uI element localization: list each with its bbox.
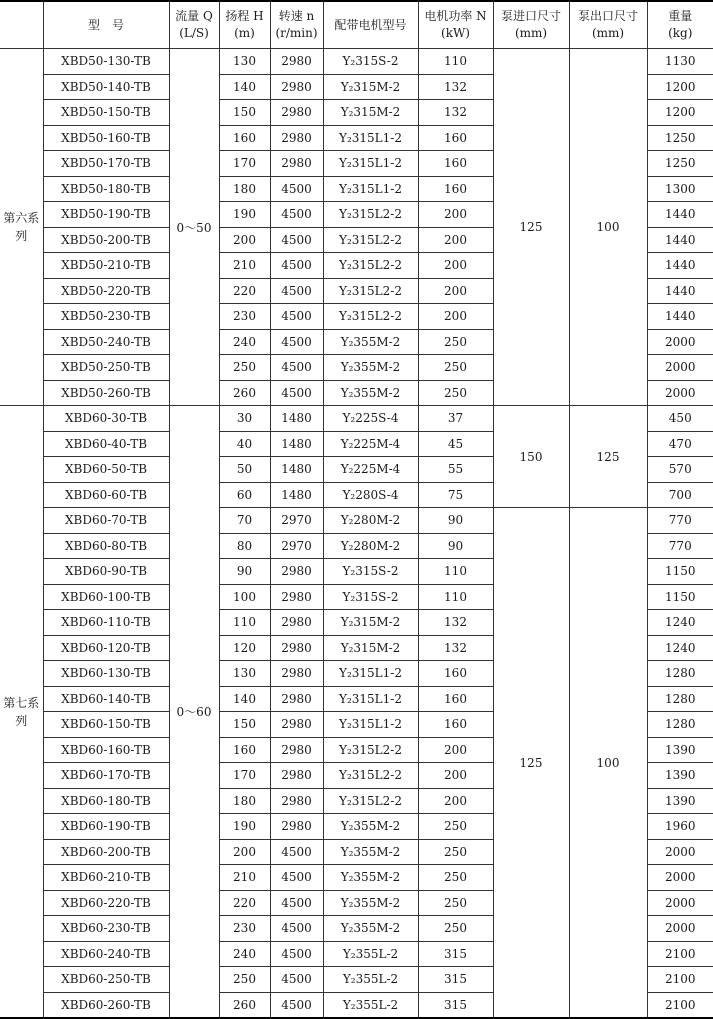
model-cell: XBD50-210-TB — [43, 253, 169, 279]
head-cell: 200 — [219, 839, 270, 865]
model-cell: XBD50-130-TB — [43, 49, 169, 75]
speed-cell: 2980 — [270, 814, 323, 840]
inlet-cell: 125 — [493, 49, 569, 406]
motor-cell: Y₂315L1-2 — [323, 712, 418, 738]
power-cell: 160 — [418, 661, 493, 687]
speed-cell: 2980 — [270, 686, 323, 712]
outlet-cell: 100 — [569, 508, 647, 1019]
weight-cell: 2100 — [647, 992, 713, 1018]
model-cell: XBD50-220-TB — [43, 278, 169, 304]
power-cell: 160 — [418, 686, 493, 712]
speed-cell: 4500 — [270, 865, 323, 891]
weight-cell: 1440 — [647, 278, 713, 304]
power-cell: 37 — [418, 406, 493, 432]
head-cell: 180 — [219, 176, 270, 202]
speed-cell: 1480 — [270, 431, 323, 457]
speed-cell: 4500 — [270, 890, 323, 916]
power-cell: 315 — [418, 967, 493, 993]
power-cell: 250 — [418, 839, 493, 865]
power-cell: 132 — [418, 74, 493, 100]
head-cell: 250 — [219, 967, 270, 993]
model-cell: XBD60-250-TB — [43, 967, 169, 993]
weight-cell: 1300 — [647, 176, 713, 202]
speed-cell: 4500 — [270, 916, 323, 942]
head-cell: 220 — [219, 890, 270, 916]
motor-cell: Y₂315M-2 — [323, 610, 418, 636]
flow-cell: 0～60 — [169, 406, 219, 1019]
motor-cell: Y₂315L2-2 — [323, 304, 418, 330]
table-body — [0, 49, 713, 1019]
model-cell: XBD60-140-TB — [43, 686, 169, 712]
motor-cell: Y₂225S-4 — [323, 406, 418, 432]
table-row — [0, 49, 713, 75]
model-cell: XBD60-60-TB — [43, 482, 169, 508]
speed-cell: 1480 — [270, 457, 323, 483]
speed-cell: 4500 — [270, 304, 323, 330]
weight-cell: 1130 — [647, 49, 713, 75]
speed-cell: 2980 — [270, 610, 323, 636]
model-cell: XBD60-150-TB — [43, 712, 169, 738]
model-cell: XBD50-190-TB — [43, 202, 169, 228]
weight-cell: 1390 — [647, 788, 713, 814]
motor-cell: Y₂355M-2 — [323, 329, 418, 355]
power-cell: 250 — [418, 865, 493, 891]
header-speed: 转速 n (r/min) — [270, 1, 323, 49]
power-cell: 200 — [418, 202, 493, 228]
weight-cell: 2100 — [647, 967, 713, 993]
motor-cell: Y₂355M-2 — [323, 814, 418, 840]
speed-cell: 2980 — [270, 584, 323, 610]
power-cell: 110 — [418, 49, 493, 75]
head-cell: 240 — [219, 329, 270, 355]
weight-cell: 1280 — [647, 712, 713, 738]
model-cell: XBD50-260-TB — [43, 380, 169, 406]
table-row — [0, 508, 713, 534]
speed-cell: 2980 — [270, 100, 323, 126]
power-cell: 90 — [418, 508, 493, 534]
motor-cell: Y₂225M-4 — [323, 457, 418, 483]
head-cell: 150 — [219, 100, 270, 126]
speed-cell: 4500 — [270, 380, 323, 406]
weight-cell: 700 — [647, 482, 713, 508]
head-cell: 130 — [219, 49, 270, 75]
speed-cell: 4500 — [270, 227, 323, 253]
speed-cell: 2980 — [270, 737, 323, 763]
weight-cell: 1280 — [647, 661, 713, 687]
inlet-cell: 125 — [493, 508, 569, 1019]
motor-cell: Y₂355M-2 — [323, 355, 418, 381]
model-cell: XBD50-180-TB — [43, 176, 169, 202]
head-cell: 130 — [219, 661, 270, 687]
power-cell: 200 — [418, 763, 493, 789]
model-cell: XBD50-160-TB — [43, 125, 169, 151]
power-cell: 45 — [418, 431, 493, 457]
power-cell: 200 — [418, 788, 493, 814]
power-cell: 250 — [418, 890, 493, 916]
model-cell: XBD60-130-TB — [43, 661, 169, 687]
speed-cell: 4500 — [270, 355, 323, 381]
speed-cell: 4500 — [270, 176, 323, 202]
weight-cell: 1960 — [647, 814, 713, 840]
head-cell: 250 — [219, 355, 270, 381]
motor-cell: Y₂315L1-2 — [323, 125, 418, 151]
motor-cell: Y₂315L2-2 — [323, 227, 418, 253]
model-cell: XBD60-160-TB — [43, 737, 169, 763]
speed-cell: 2980 — [270, 788, 323, 814]
header-weight: 重量 (kg) — [647, 1, 713, 49]
table-header — [0, 1, 713, 49]
power-cell: 315 — [418, 941, 493, 967]
power-cell: 200 — [418, 304, 493, 330]
model-cell: XBD60-220-TB — [43, 890, 169, 916]
header-head: 扬程 H (m) — [219, 1, 270, 49]
weight-cell: 2000 — [647, 865, 713, 891]
motor-cell: Y₂315L2-2 — [323, 202, 418, 228]
power-cell: 250 — [418, 380, 493, 406]
weight-cell: 1390 — [647, 763, 713, 789]
speed-cell: 4500 — [270, 941, 323, 967]
weight-cell: 1390 — [647, 737, 713, 763]
power-cell: 132 — [418, 100, 493, 126]
model-cell: XBD60-260-TB — [43, 992, 169, 1018]
head-cell: 220 — [219, 278, 270, 304]
speed-cell: 1480 — [270, 482, 323, 508]
motor-cell: Y₂315L2-2 — [323, 278, 418, 304]
motor-cell: Y₂315L2-2 — [323, 737, 418, 763]
motor-cell: Y₂315L1-2 — [323, 151, 418, 177]
motor-cell: Y₂315L2-2 — [323, 788, 418, 814]
motor-cell: Y₂355M-2 — [323, 890, 418, 916]
flow-cell: 0～50 — [169, 49, 219, 406]
speed-cell: 4500 — [270, 202, 323, 228]
power-cell: 250 — [418, 814, 493, 840]
model-cell: XBD50-140-TB — [43, 74, 169, 100]
header-motor: 配带电机型号 — [323, 1, 418, 49]
power-cell: 200 — [418, 278, 493, 304]
head-cell: 150 — [219, 712, 270, 738]
weight-cell: 2000 — [647, 329, 713, 355]
model-cell: XBD50-250-TB — [43, 355, 169, 381]
weight-cell: 570 — [647, 457, 713, 483]
weight-cell: 1240 — [647, 610, 713, 636]
motor-cell: Y₂280M-2 — [323, 508, 418, 534]
head-cell: 170 — [219, 763, 270, 789]
motor-cell: Y₂315S-2 — [323, 49, 418, 75]
model-cell: XBD60-180-TB — [43, 788, 169, 814]
head-cell: 210 — [219, 865, 270, 891]
model-cell: XBD60-50-TB — [43, 457, 169, 483]
speed-cell: 4500 — [270, 839, 323, 865]
weight-cell: 1240 — [647, 635, 713, 661]
speed-cell: 2980 — [270, 125, 323, 151]
head-cell: 180 — [219, 788, 270, 814]
motor-cell: Y₂315L1-2 — [323, 661, 418, 687]
model-cell: XBD60-230-TB — [43, 916, 169, 942]
head-cell: 200 — [219, 227, 270, 253]
motor-cell: Y₂355L-2 — [323, 941, 418, 967]
head-cell: 40 — [219, 431, 270, 457]
head-cell: 60 — [219, 482, 270, 508]
weight-cell: 770 — [647, 508, 713, 534]
head-cell: 80 — [219, 533, 270, 559]
weight-cell: 1200 — [647, 74, 713, 100]
head-cell: 70 — [219, 508, 270, 534]
speed-cell: 2970 — [270, 508, 323, 534]
power-cell: 160 — [418, 125, 493, 151]
power-cell: 132 — [418, 610, 493, 636]
model-cell: XBD60-100-TB — [43, 584, 169, 610]
power-cell: 250 — [418, 916, 493, 942]
model-cell: XBD60-240-TB — [43, 941, 169, 967]
header-inlet: 泵进口尺寸 (mm) — [493, 1, 569, 49]
power-cell: 200 — [418, 253, 493, 279]
motor-cell: Y₂315S-2 — [323, 559, 418, 585]
power-cell: 200 — [418, 227, 493, 253]
head-cell: 260 — [219, 992, 270, 1018]
header-power: 电机功率 N (kW) — [418, 1, 493, 49]
model-cell: XBD60-190-TB — [43, 814, 169, 840]
header-model: 型 号 — [43, 1, 169, 49]
motor-cell: Y₂280M-2 — [323, 533, 418, 559]
speed-cell: 2980 — [270, 661, 323, 687]
speed-cell: 2980 — [270, 151, 323, 177]
power-cell: 160 — [418, 176, 493, 202]
series-name-cell: 第七系列 — [0, 406, 43, 1019]
power-cell: 315 — [418, 992, 493, 1018]
speed-cell: 2980 — [270, 763, 323, 789]
model-cell: XBD60-80-TB — [43, 533, 169, 559]
model-cell: XBD50-170-TB — [43, 151, 169, 177]
weight-cell: 770 — [647, 533, 713, 559]
weight-cell: 2000 — [647, 355, 713, 381]
header-outlet: 泵出口尺寸 (mm) — [569, 1, 647, 49]
model-cell: XBD60-70-TB — [43, 508, 169, 534]
model-cell: XBD60-40-TB — [43, 431, 169, 457]
speed-cell: 4500 — [270, 967, 323, 993]
speed-cell: 2980 — [270, 49, 323, 75]
speed-cell: 4500 — [270, 329, 323, 355]
weight-cell: 1150 — [647, 559, 713, 585]
head-cell: 230 — [219, 916, 270, 942]
weight-cell: 470 — [647, 431, 713, 457]
power-cell: 160 — [418, 712, 493, 738]
weight-cell: 2100 — [647, 941, 713, 967]
weight-cell: 1440 — [647, 253, 713, 279]
head-cell: 190 — [219, 814, 270, 840]
head-cell: 260 — [219, 380, 270, 406]
power-cell: 110 — [418, 559, 493, 585]
motor-cell: Y₂315L2-2 — [323, 763, 418, 789]
motor-cell: Y₂355L-2 — [323, 992, 418, 1018]
weight-cell: 1280 — [647, 686, 713, 712]
head-cell: 120 — [219, 635, 270, 661]
weight-cell: 1440 — [647, 202, 713, 228]
weight-cell: 2000 — [647, 839, 713, 865]
motor-cell: Y₂315M-2 — [323, 74, 418, 100]
model-cell: XBD50-240-TB — [43, 329, 169, 355]
power-cell: 75 — [418, 482, 493, 508]
power-cell: 110 — [418, 584, 493, 610]
speed-cell: 4500 — [270, 992, 323, 1018]
table-row — [0, 406, 713, 432]
header-flow: 流量 Q (L/S) — [169, 1, 219, 49]
weight-cell: 2000 — [647, 916, 713, 942]
speed-cell: 4500 — [270, 253, 323, 279]
inlet-cell: 150 — [493, 406, 569, 508]
head-cell: 210 — [219, 253, 270, 279]
head-cell: 230 — [219, 304, 270, 330]
speed-cell: 2980 — [270, 635, 323, 661]
weight-cell: 1440 — [647, 304, 713, 330]
head-cell: 50 — [219, 457, 270, 483]
motor-cell: Y₂355M-2 — [323, 865, 418, 891]
power-cell: 200 — [418, 737, 493, 763]
speed-cell: 2980 — [270, 74, 323, 100]
motor-cell: Y₂315L2-2 — [323, 253, 418, 279]
power-cell: 160 — [418, 151, 493, 177]
head-cell: 140 — [219, 74, 270, 100]
head-cell: 160 — [219, 125, 270, 151]
speed-cell: 2980 — [270, 559, 323, 585]
weight-cell: 1150 — [647, 584, 713, 610]
model-cell: XBD50-230-TB — [43, 304, 169, 330]
motor-cell: Y₂315S-2 — [323, 584, 418, 610]
model-cell: XBD60-200-TB — [43, 839, 169, 865]
power-cell: 132 — [418, 635, 493, 661]
power-cell: 250 — [418, 355, 493, 381]
speed-cell: 2970 — [270, 533, 323, 559]
power-cell: 55 — [418, 457, 493, 483]
head-cell: 160 — [219, 737, 270, 763]
head-cell: 190 — [219, 202, 270, 228]
model-cell: XBD60-170-TB — [43, 763, 169, 789]
model-cell: XBD60-110-TB — [43, 610, 169, 636]
model-cell: XBD60-120-TB — [43, 635, 169, 661]
motor-cell: Y₂315M-2 — [323, 635, 418, 661]
motor-cell: Y₂315L1-2 — [323, 176, 418, 202]
motor-cell: Y₂315M-2 — [323, 100, 418, 126]
head-cell: 100 — [219, 584, 270, 610]
power-cell: 250 — [418, 329, 493, 355]
weight-cell: 2000 — [647, 890, 713, 916]
motor-cell: Y₂355L-2 — [323, 967, 418, 993]
weight-cell: 1250 — [647, 151, 713, 177]
speed-cell: 2980 — [270, 712, 323, 738]
speed-cell: 4500 — [270, 278, 323, 304]
motor-cell: Y₂355M-2 — [323, 380, 418, 406]
model-cell: XBD60-30-TB — [43, 406, 169, 432]
header-series — [0, 1, 43, 49]
motor-cell: Y₂355M-2 — [323, 916, 418, 942]
motor-cell: Y₂315L1-2 — [323, 686, 418, 712]
model-cell: XBD50-150-TB — [43, 100, 169, 126]
outlet-cell: 125 — [569, 406, 647, 508]
head-cell: 170 — [219, 151, 270, 177]
motor-cell: Y₂280S-4 — [323, 482, 418, 508]
head-cell: 30 — [219, 406, 270, 432]
motor-cell: Y₂225M-4 — [323, 431, 418, 457]
motor-cell: Y₂355M-2 — [323, 839, 418, 865]
model-cell: XBD60-210-TB — [43, 865, 169, 891]
power-cell: 90 — [418, 533, 493, 559]
model-cell: XBD50-200-TB — [43, 227, 169, 253]
weight-cell: 450 — [647, 406, 713, 432]
model-cell: XBD60-90-TB — [43, 559, 169, 585]
head-cell: 140 — [219, 686, 270, 712]
outlet-cell: 100 — [569, 49, 647, 406]
head-cell: 240 — [219, 941, 270, 967]
weight-cell: 1200 — [647, 100, 713, 126]
head-cell: 90 — [219, 559, 270, 585]
speed-cell: 1480 — [270, 406, 323, 432]
weight-cell: 1250 — [647, 125, 713, 151]
series-name-cell: 第六系列 — [0, 49, 43, 406]
head-cell: 110 — [219, 610, 270, 636]
weight-cell: 2000 — [647, 380, 713, 406]
weight-cell: 1440 — [647, 227, 713, 253]
